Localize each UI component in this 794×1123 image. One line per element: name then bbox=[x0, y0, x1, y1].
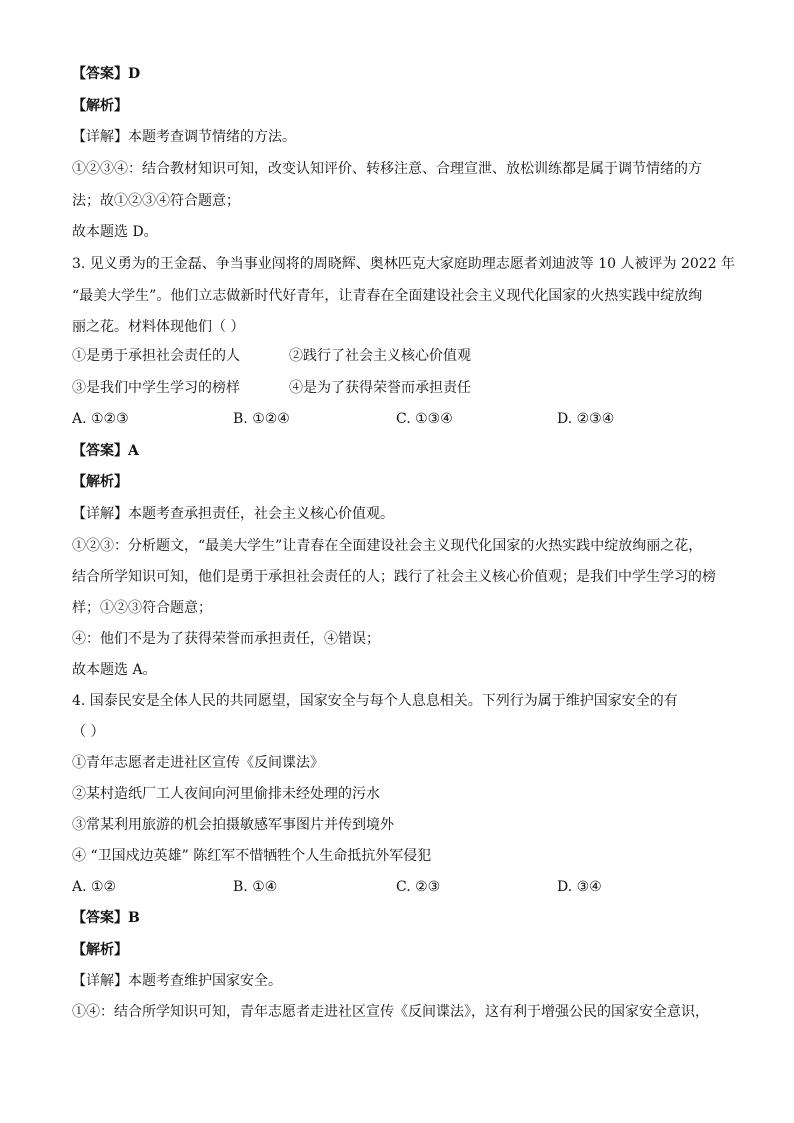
answer-label-q4: 【答案】B bbox=[72, 910, 140, 926]
detail-text: 结合所学知识可知，他们是勇于承担社会责任的人；践行了社会主义核心价值观；是我们中学生学习的榜 bbox=[72, 569, 716, 585]
question-3-option-c: C. ①③④ bbox=[396, 411, 453, 427]
question-3-statement-3: ③是我们中学生学习的榜样 bbox=[72, 380, 240, 396]
question-3-statement-4: ④是为了获得荣誉而承担责任 bbox=[289, 380, 471, 396]
question-4-option-d: D. ③④ bbox=[557, 879, 602, 895]
question-4-statement-2: ②某村造纸厂工人夜间向河里偷排未经处理的污水 bbox=[72, 786, 380, 802]
detail-text: 【详解】本题考查承担责任，社会主义核心价值观。 bbox=[72, 506, 394, 522]
detail-text: 样；①②③符合题意； bbox=[72, 600, 212, 616]
conclusion-text: 故本题选 A。 bbox=[72, 662, 157, 678]
question-3-stem: 丽之花。材料体现他们（ ） bbox=[72, 319, 245, 335]
detail-text: 【详解】本题考查调节情绪的方法。 bbox=[72, 129, 296, 145]
question-3-stem: 3. 见义勇为的王金磊、争当事业闯将的周晓辉、奥林匹克大家庭助理志愿者刘迪波等 10 人被评为 2022 年 bbox=[72, 256, 736, 272]
question-3-option-b: B. ①②④ bbox=[233, 411, 290, 427]
question-4-option-b: B. ①④ bbox=[233, 879, 278, 895]
question-3-statement-1: ①是勇于承担社会责任的人 bbox=[72, 348, 240, 364]
detail-text: ①②③：分析题文，“最美大学生”让青春在全面建设社会主义现代化国家的火热实践中绽放绚丽之花， bbox=[72, 538, 703, 554]
analysis-label-q4: 【解析】 bbox=[72, 942, 128, 958]
detail-text: ①②③④：结合教材知识可知，改变认知评价、转移注意、合理宣泄、放松训练都是属于调节情绪的方 bbox=[72, 161, 702, 177]
question-3-option-a: A. ①②③ bbox=[72, 411, 129, 427]
question-4-stem: （ ） bbox=[72, 724, 105, 740]
detail-text: ①④：结合所学知识可知，青年志愿者走进社区宣传《反间谍法》，这有利于增强公民的国家安全意识， bbox=[72, 1004, 709, 1020]
detail-text: 【详解】本题考查维护国家安全。 bbox=[72, 973, 282, 989]
question-4-statement-4: ④ “卫国戍边英雄” 陈红军不惜牺牲个人生命抵抗外军侵犯 bbox=[72, 848, 432, 864]
detail-text: ④：他们不是为了获得荣誉而承担责任，④错误； bbox=[72, 631, 380, 647]
question-4-stem: 4. 国泰民安是全体人民的共同愿望，国家安全与每个人息息相关。下列行为属于维护国家安全的有 bbox=[72, 693, 678, 709]
conclusion-text: 故本题选 D。 bbox=[72, 224, 158, 240]
analysis-label-q2: 【解析】 bbox=[72, 98, 128, 114]
question-3-stem: “最美大学生”。他们立志做新时代好青年，让青春在全面建设社会主义现代化国家的火热实践中绽放绚 bbox=[72, 288, 703, 304]
question-4-option-c: C. ②③ bbox=[396, 879, 441, 895]
answer-label-q2: 【答案】D bbox=[72, 66, 141, 82]
question-3-statement-2: ②践行了社会主义核心价值观 bbox=[289, 348, 471, 364]
answer-label-q3: 【答案】A bbox=[72, 443, 139, 459]
question-3-option-d: D. ②③④ bbox=[557, 411, 615, 427]
analysis-label-q3: 【解析】 bbox=[72, 474, 128, 490]
question-4-statement-1: ①青年志愿者走进社区宣传《反间谍法》 bbox=[72, 755, 324, 771]
question-4-option-a: A. ①② bbox=[72, 879, 117, 895]
question-4-statement-3: ③常某利用旅游的机会拍摄敏感军事图片并传到境外 bbox=[72, 817, 394, 833]
detail-text: 法；故①②③④符合题意； bbox=[72, 193, 240, 209]
